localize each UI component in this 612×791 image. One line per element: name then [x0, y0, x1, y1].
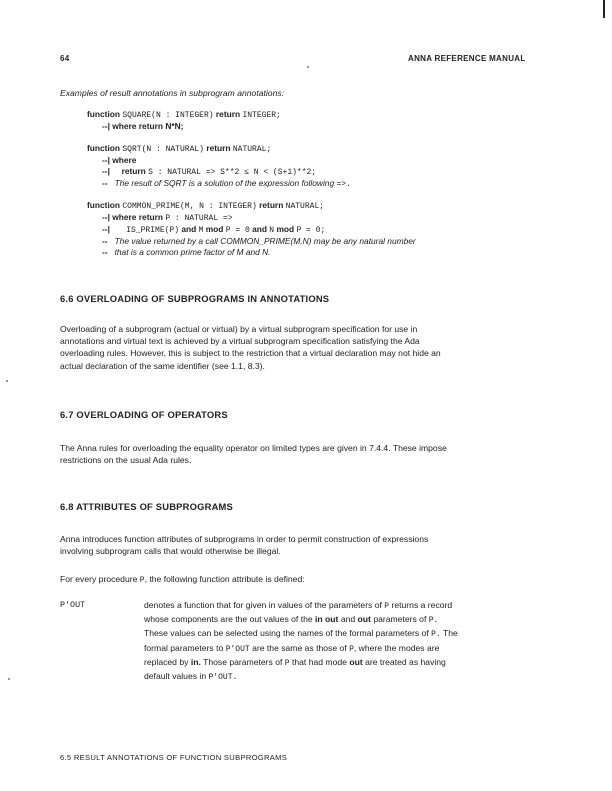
text-line: [144, 670, 524, 684]
text: For every procedure: [60, 574, 138, 584]
page-number: 64: [60, 54, 70, 63]
section-6-7-body: [60, 442, 530, 466]
text-line: [144, 656, 524, 670]
section-6-6-body: [60, 323, 530, 372]
keyword: return: [121, 166, 146, 176]
keyword: out: [349, 656, 363, 667]
section-heading-6-8: 6.8 ATTRIBUTES OF SUBPROGRAMS: [60, 501, 233, 512]
code-line-2: [102, 121, 183, 132]
text: default values in: [144, 671, 207, 682]
code-text: S : NATURAL => S**2 ≤ N < (S+1)**2;: [148, 168, 317, 177]
margin-rule: [603, 0, 605, 18]
keyword: where return: [112, 212, 163, 222]
code-text: P : NATURAL =>: [165, 214, 233, 223]
identifier: P: [284, 658, 290, 668]
annotation-mark: --|: [102, 166, 110, 176]
text: , where the modes are: [353, 642, 440, 653]
identifier: P.: [428, 616, 439, 626]
comment-mark: --: [102, 236, 108, 246]
attribute-term: P'OUT: [60, 600, 86, 610]
keyword: and: [181, 224, 197, 234]
text: are treated as having: [365, 656, 446, 667]
keyword: function: [87, 200, 121, 210]
scan-speck: [6, 380, 8, 382]
code-text: P = 0: [225, 226, 250, 235]
code-text: INTEGER;: [242, 111, 281, 120]
text: are the same as those of: [252, 642, 347, 653]
examples-caption: Examples of result annotations in subprogram annotations:: [60, 88, 285, 98]
identifier: P'OUT.: [208, 673, 238, 683]
attribute-intro: [60, 573, 305, 587]
keyword: return: [259, 200, 284, 210]
code-comment: The result of SQRT is a solution of the expression following: [114, 178, 335, 188]
keyword: where: [112, 155, 137, 165]
code-text: N*N;: [165, 121, 184, 131]
keyword: in out: [315, 614, 339, 625]
text: whose components are the out values of the: [144, 614, 313, 625]
section-heading-6-6: 6.6 OVERLOADING OF SUBPROGRAMS IN ANNOTATIONS: [60, 293, 330, 304]
code-line-8: [102, 212, 233, 224]
text: returns a record: [391, 600, 453, 610]
text: parameters of: [373, 614, 427, 625]
annotation-mark: --|: [102, 121, 110, 131]
section-6-8-body: [60, 533, 530, 557]
code-text: IS_PRIME(P): [126, 226, 180, 235]
keyword: and: [252, 224, 267, 234]
keyword: return: [215, 109, 241, 119]
text: and: [340, 614, 356, 625]
identifier: P: [349, 644, 354, 654]
text: These values can be selected using the names of the formal parameters of: [144, 628, 429, 639]
code-text: M: [198, 226, 204, 235]
annotation-mark: --|: [102, 155, 110, 165]
comment-mark: --: [102, 247, 108, 257]
text: The: [442, 628, 458, 639]
text: denotes a function that for given in values of the parameters of: [144, 600, 382, 610]
code-text: SQUARE(N : INTEGER): [122, 111, 214, 120]
attribute-definition: [144, 599, 524, 684]
code-text: NATURAL;: [285, 202, 325, 211]
annotation-mark: --|: [102, 224, 110, 234]
code-line-4: [102, 155, 136, 166]
code-line-9: [102, 224, 325, 236]
running-title: ANNA REFERENCE MANUAL: [408, 54, 526, 63]
code-comment: The value returned by a call COMMON_PRIME(M,N) may be any natural number: [114, 236, 416, 246]
comment-mark: --: [102, 178, 108, 188]
keyword: where return: [112, 121, 163, 131]
page-footer: 6.5 RESULT ANNOTATIONS OF FUNCTION SUBPROGRAMS: [60, 753, 288, 762]
text-line: involving subprogram calls that would otherwise be illegal.: [60, 546, 281, 557]
text-line: annotations and virtual text is achieved by a virtual subprogram specification satisfying the Ada: [60, 336, 420, 347]
code-line-6: [102, 178, 351, 190]
identifier: P'OUT: [225, 644, 250, 654]
text-line: restrictions on the usual Ada rules.: [60, 455, 192, 466]
scan-speck: [8, 678, 10, 680]
code-text: =>.: [336, 180, 351, 189]
code-comment: that is a common prime factor of M and N.: [114, 247, 271, 257]
keyword: mod: [276, 224, 295, 234]
keyword: function: [87, 109, 121, 119]
keyword: function: [87, 143, 121, 153]
code-line-3: [87, 143, 271, 155]
keyword: mod: [205, 224, 224, 234]
text-line: [144, 599, 524, 613]
text: replaced by: [144, 656, 189, 667]
text-line: [144, 613, 524, 627]
code-line-5: [102, 166, 316, 178]
keyword: in.: [190, 656, 201, 667]
text: formal parameters to: [144, 642, 224, 653]
identifier: P: [384, 602, 390, 611]
section-heading-6-7: 6.7 OVERLOADING OF OPERATORS: [60, 409, 228, 420]
scan-speck: [307, 66, 309, 68]
text-line: overloading rules. However, this is subject to the restriction that a virtual declaration may not hide an: [60, 348, 441, 359]
code-text: NATURAL;: [232, 145, 272, 154]
text-line: The Anna rules for overloading the equality operator on limited types are given in 7.4.4. These impose: [60, 443, 447, 453]
code-text: N: [269, 226, 275, 235]
text-line: [144, 642, 524, 656]
text-line: [144, 627, 524, 641]
code-line-1: [87, 109, 281, 121]
code-line-11: [102, 247, 271, 258]
code-line-10: [102, 236, 416, 247]
text-line: actual declaration of the same identifier (see 1.1, 8.3).: [60, 360, 265, 371]
code-line-7: [87, 200, 324, 212]
identifier: P.: [431, 630, 441, 640]
text: that had mode: [291, 656, 347, 667]
code-text: SQRT(N : NATURAL): [122, 145, 204, 154]
text: Those parameters of: [203, 656, 283, 667]
identifier: P: [139, 576, 145, 585]
keyword: return: [206, 143, 231, 153]
text-line: Anna introduces function attributes of subprograms in order to permit construction of expressions: [60, 534, 429, 544]
text-line: Overloading of a subprogram (actual or virtual) by a virtual subprogram specification for use in: [60, 324, 418, 334]
keyword: out: [357, 614, 371, 625]
code-text: COMMON_PRIME(M, N : INTEGER): [122, 202, 257, 211]
annotation-mark: --|: [102, 212, 110, 222]
code-text: P = 0;: [296, 226, 326, 235]
text: , the following function attribute is defined:: [144, 574, 305, 584]
